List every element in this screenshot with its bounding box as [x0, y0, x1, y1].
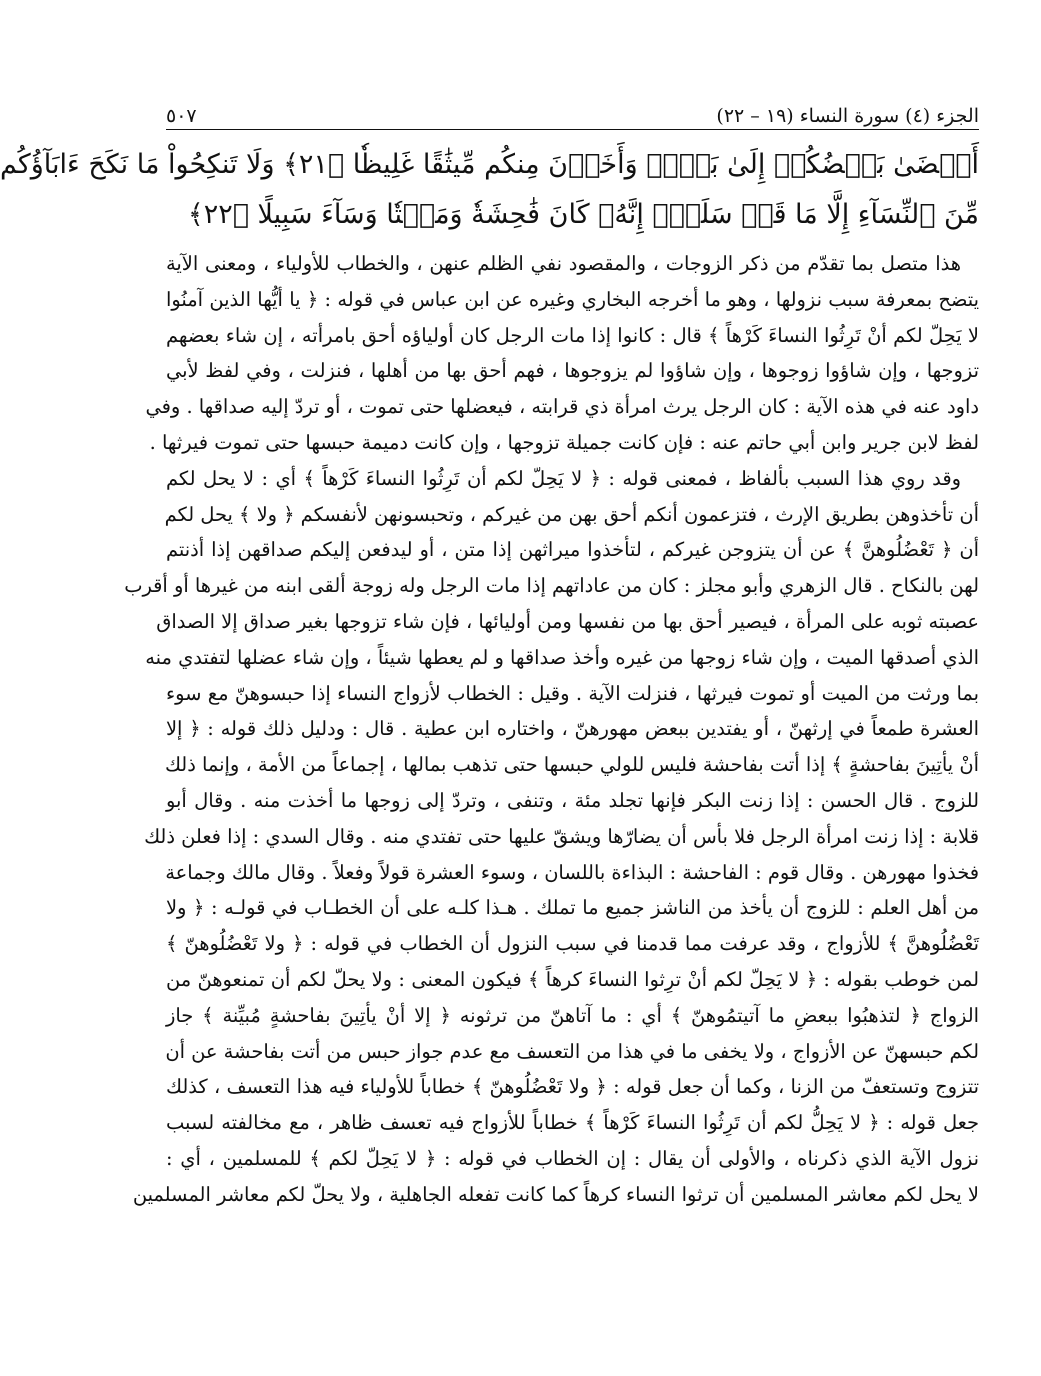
body-line: لا يحل لكم معاشر المسلمين أن ترثوا النساء كرهاً كما كانت تفعله الجاهلية ، ولا يحلّ لكم معاشر المسلمين — [132, 1182, 979, 1206]
body-line: لهن بالنكاح . قال الزهري وأبو مجلز : كان من عاداتهم إذا مات الرجل وله زوجة ألقى ابنه من غيرها أو أقرب — [124, 574, 979, 598]
body-line: جعل قوله : ﴿ لا يَحِلُّ لكم أن تَرِثُوا النساءَ كَرْهاً ﴾ خطاباً للأزواج فيه تعسف ظاهر ، مع مخالفته لسبب — [166, 1111, 980, 1135]
body-line: أن ﴿ تَعْضُلُوهنَّ ﴾ عن أن يتزوجن غيركم ، لتأخذوا ميراثهن إذا متن ، أو ليدفعن إليكم صداقهن إذا أذنتم — [166, 538, 979, 562]
body-line: من أهل العلم : للزوج أن يأخذ من الناشز جميع ما تملك . هـذا كلـه على أن الخطـاب في قولـه : ﴿ ولا — [166, 896, 979, 920]
body-line: داود عنه في هذه الآية : كان الرجل يرث امرأة ذي قرابته ، فيعضلها حتى تموت ، أو تردّ إليه صداقها . وفي — [145, 395, 979, 419]
body-line: العشرة طمعاً في إرثهنّ ، أو يفتدين ببعض مهورهنّ ، واختاره ابن عطية . قال : ودليل ذلك قوله : ﴿ إلا — [166, 717, 979, 741]
body-line: تزوجها ، وإن شاؤوا زوجوها ، وإن شاؤوا لم يزوجوها ، فهم أحق بها من أهلها ، فنزلت ، وفي لفظ لأبي — [166, 359, 979, 383]
body-line: يتضح بمعرفة سبب نزولها ، وهو ما أخرجه البخاري وغيره عن ابن عباس في قوله : ﴿ يا أيُّها الذين آمنُوا — [166, 287, 979, 311]
page-header — [166, 92, 979, 126]
body-line: أن تأخذوهن بطريق الإرث ، فتزعمون أنكم أحق بهن من غيركم ، وتحبسونهن لأنفسكم ﴿ ولا ﴾ يحل لكم — [164, 502, 979, 526]
body-line: لكم حبسهنّ عن الأزواج ، ولا يخفى ما في هذا من التعسف مع عدم جواز حبس من أتت بفاحشة عن أن — [165, 1039, 979, 1063]
tafsir-body — [124, 246, 980, 1213]
body-line: أنْ يأتِينَ بفاحشةٍ ﴾ إذا أتت بفاحشة فليس للولي حبسها حتى تذهب بمالها ، إجماعاً من الأمة ، وإنما ذلك — [164, 753, 979, 777]
header-divider — [166, 129, 979, 130]
body-line: لمن خوطب بقوله : ﴿ لا يَحِلّ لكم أنْ ترِثوا النساءَ كرهاً ﴾ فيكون المعنى : ولا يحلّ لكم أن تمنعوهنّ من — [166, 967, 979, 991]
body-line: قلابة : إذا زنت امرأة الرجل فلا بأس أن يضارّها ويشقّ عليها حتى تفتدي منه . وقال السدي : إذا فعلن ذلك — [144, 824, 979, 848]
body-line: عصبته ثوبه على المرأة ، فيصير أحق بها من نفسها ومن أوليائها ، فإن شاء تزوجها بغير صداق إلا الصداق — [156, 609, 979, 633]
body-line: نزول الآية الذي ذكرناه ، والأولى أن يقال : إن الخطاب في قوله : ﴿ لا يَحِلّ لكم ﴾ للمسلمين ، أي : — [166, 1146, 979, 1170]
running-title: الجزء (٤) سورة النساء (١٩ – ٢٢) — [716, 105, 979, 127]
body-line: لا يَحِلّ لكم أنْ تَرِثُوا النساءَ كَرْهاً ﴾ قال : كانوا إذا مات الرجل كان أولياؤه أحق بامرأته ، إن شاء بعضهم — [166, 323, 979, 347]
body-line: وقد روي هذا السبب بألفاظ ، فمعنى قوله : ﴿ لا يَحِلّ لكم أن تَرِثُوا النساءَ كَرْهاً ﴾ أي : لا يحل لكم — [166, 466, 961, 490]
quran-verses — [0, 140, 979, 240]
body-line: لفظ لابن جرير وابن أبي حاتم عنه : فإن كانت جميلة تزوجها ، وإن كانت دميمة حبسها حتى تموت فيرثها . — [149, 430, 979, 454]
body-line: الذي أصدقها الميت ، وإن شاء زوجها من غيره وأخذ صداقها و لم يعطها شيئاً ، وإن شاء عضلها لتفتدي منه — [145, 645, 979, 669]
body-line: هذا متصل بما تقدّم من ذكر الزوجات ، والمقصود نفي الظلم عنهن ، والخطاب للأولياء ، ومعنى الآية — [166, 252, 961, 275]
body-line: الزواج ﴿ لتذهبُوا ببعضِ ما آتيتمُوهنّ ﴾ أي : ما آتاهنّ من ترثونه ﴿ إلا أنْ يأتِينَ بفاحشةٍ مُبيِّنة ﴾ جاز — [166, 1003, 979, 1027]
body-line: تتزوج وتستعفّ من الزنا ، وكما أن جعل قوله : ﴿ ولا تَعْضُلُوهنّ ﴾ خطاباً للأولياء فيه هذا التعسف ، كذلك — [166, 1075, 979, 1099]
quran-line: مِّنَ ٱلنِّسَآءِ إِلَّا مَا قَدۡ سَلَفَۚ إِنَّهُۥ كَانَ فَٰحِشَةٗ وَمَقۡتٗا وَسَآءَ سَبِيلًا ﴿٢٢﴾ — [187, 199, 979, 230]
body-line: تَعْضُلُوهنَّ ﴾ للأزواج ، وقد عرفت مما قدمنا في سبب النزول أن الخطاب في قوله : ﴿ ولا تَعْضُلُوهنّ ﴾ — [166, 932, 979, 956]
body-line: بما ورثت من الميت أو تموت فيرثها ، فنزلت الآية . وقيل : الخطاب لأزواج النساء إذا حبسوهنّ مع سوء — [166, 681, 979, 705]
body-line: فخذوا مهورهن . وقال قوم : الفاحشة : البذاءة باللسان ، وسوء العشرة قولاً وفعلاً . وقال مالك وجماعة — [165, 860, 979, 884]
quran-line: أَفۡضَىٰ بَعۡضُكُمۡ إِلَىٰ بَعۡضٖ وَأَخَذۡنَ مِنكُم مِّيثَٰقًا غَلِيظٗا ﴿٢١﴾ وَلَا تَنكِحُواْ مَا نَكَحَ ءَابَآؤُكُم — [0, 149, 979, 180]
page-number: ٥٠٧ — [166, 105, 197, 127]
body-line: للزوج . قال الحسن : إذا زنت البكر فإنها تجلد مئة ، وتنفى ، وتردّ إلى زوجها ما أخذت منه . وقال أبو — [166, 788, 979, 812]
